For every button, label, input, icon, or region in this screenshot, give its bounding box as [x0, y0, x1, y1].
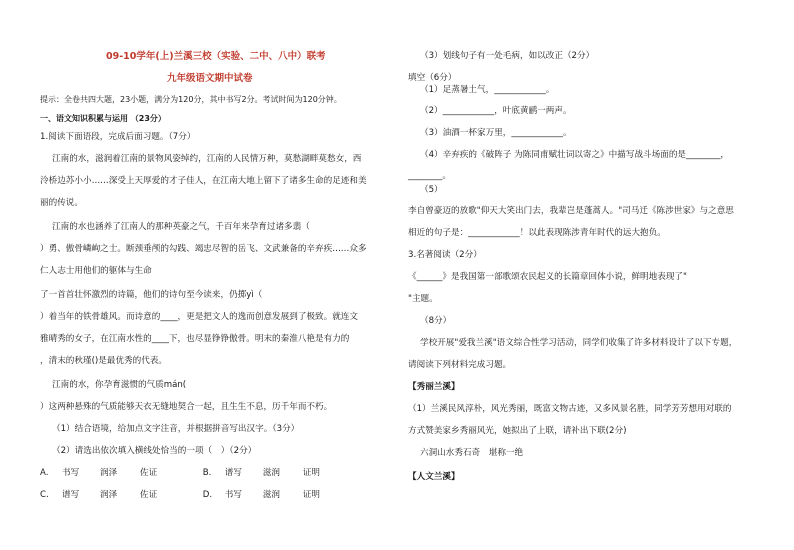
activity-question: （1）兰溪民风淳朴，风光秀丽，既富文物古迹，又多风景名胜，同学芳芳想用对联的 — [408, 404, 732, 414]
exam-subtitle: 九年级语文期中试卷 — [167, 73, 253, 84]
fill-item: （5） — [420, 185, 443, 195]
fill-text: 相近的句子是：____________！以此表现陈涉青年时代的远大抱负。 — [408, 228, 666, 238]
classics-question: "主题。 — [408, 294, 438, 304]
passage-line: ）着当年的铁骨雄风。而诗意的____，更是把文人的逸而创意发展到了极致。就连文 — [40, 312, 358, 322]
sub-question-3: （3）划线句子有一处毛病，如以改正（2分） — [420, 51, 595, 61]
fill-text: 李自曾豪迈的放歌"仰天大笑出门去，我辈岂是蓬蒿人。"司马迁《陈涉世家》与之意思 — [408, 206, 734, 216]
passage-line: 了一首首壮怀激烈的诗篇，他们的诗句至今读来，仍掷yì（ — [40, 290, 263, 300]
activity-text: 学校开展"爱我兰溪"语文综合性学习活动，同学们收集了许多材料设计了以下专题， — [420, 338, 738, 348]
option-d: D. — [202, 490, 213, 500]
fill-item: （2）____________，叶底黄鹂一两声。 — [420, 106, 572, 116]
passage-line: ）这两种悬殊的气质能够天衣无缝地契合一起，且生生不息，历千年而不朽。 — [40, 402, 333, 412]
sub-question-1: （1）结合语境，给加点文字注音，并根据拼音写出汉字。（3分） — [52, 424, 300, 434]
fill-item: （4）辛弃疾的《破阵子 为陈同甫赋壮词以寄之》中描写战斗场面的是________， — [420, 150, 729, 160]
section-heading: 【人文兰溪】 — [408, 472, 460, 482]
passage-line: 丽的传说。 — [40, 198, 83, 208]
fill-heading: 填空（6分） — [408, 73, 457, 83]
instructions: 提示：全卷共四大题，23小题，满分为120分，其中书写2分。考试时间为120分钟。 — [40, 95, 342, 104]
passage-line: 江南的水，你孕育滋惯的气质mán( — [52, 380, 187, 390]
passage-line: 江南的水，滋润着江南的景物风姿绰约，江南的人民情万种，莫愁湖畔莫愁女，西 — [52, 154, 362, 164]
question-3: 3.名著阅读（2分） — [408, 250, 482, 260]
points-label: （8分） — [420, 316, 452, 326]
activity-text: 请阅读下列材料完成习题。 — [408, 360, 512, 370]
sub-question-2: （2）请选出依次填入横线处恰当的一项（ ）（2分） — [52, 446, 257, 456]
passage-line: ）勇、傲骨嶙峋之士。断颈垂颅的勾践、竭忠尽智的岳飞、文武兼备的辛弃疾……众多 — [40, 244, 367, 254]
passage-line: 仁人志士用他们的躯体与生命 — [40, 266, 152, 276]
option-b: B. — [202, 468, 212, 478]
couplet: 六洞山水秀石奇 堪称一绝 — [420, 448, 524, 458]
section-heading: 一、语文知识积累与运用 （23分） — [40, 114, 166, 123]
fill-item-cont: ________。 — [408, 171, 451, 181]
fill-item: （1）足蒸暑土气，____________。 — [420, 85, 555, 95]
option-a: A. 书写 润泽 佐证 B. 谱写 滋润 证明 — [40, 468, 320, 478]
passage-line: 泠桥边苏小小……深受上天厚爱的才子佳人，在江南大地上留下了诸多生命的足迹和美 — [40, 176, 367, 186]
passage-line: 江南的水也涵养了江南人的那种英豪之气，千百年来孕育过诸多翡（ — [52, 222, 310, 232]
exam-title: 09-10学年(上)兰溪三校（实验、二中、八中）联考 — [106, 51, 326, 62]
question-1: 1.阅读下面语段，完成后面习题。（7分） — [40, 132, 196, 142]
classics-question: 《______》是我国第一部歌颂农民起义的长篇章回体小说，鲜明地表现了" — [408, 272, 687, 282]
activity-question: 方式赞美家乡秀丽风光，她拟出了上联，请补出下联(2分) — [408, 426, 627, 436]
passage-line: ，清末的秋瑾()是最优秀的代表。 — [40, 356, 168, 366]
option-c: C. 谱写 润泽 佐证 D. 书写 滋润 证明 — [40, 490, 320, 500]
fill-item: （3）油酒一杯家万里，____________。 — [420, 128, 572, 138]
passage-line: 雅晴秀的女子，在江南水性的____下，也尽显铮铮傲骨。明末的秦淮八艳是有力的 — [40, 334, 350, 344]
section-heading: 【秀丽兰溪】 — [408, 382, 460, 392]
